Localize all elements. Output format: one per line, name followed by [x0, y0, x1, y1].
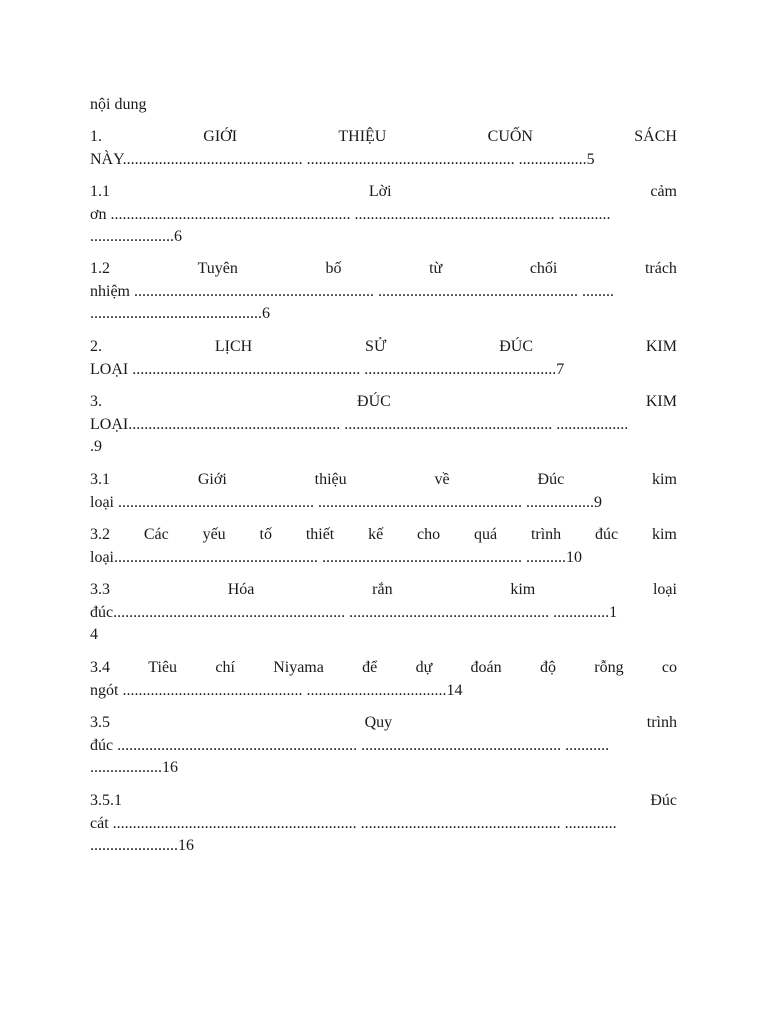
toc-word: chối	[529, 260, 558, 277]
toc-word: trình	[530, 526, 562, 543]
toc-word: thiết	[305, 526, 335, 543]
toc-word: kế	[368, 526, 384, 543]
toc-word: loại	[652, 581, 677, 598]
toc-word: trách	[644, 260, 677, 277]
toc-leader-line: NÀY............................................. .................................................... .................5	[90, 150, 595, 168]
toc-word: KIM	[645, 338, 677, 355]
toc-word: để	[362, 659, 378, 676]
toc-leader-line: ......................16	[90, 837, 194, 854]
toc-entry	[90, 181, 677, 249]
toc-leader-line: ..................16	[90, 759, 178, 776]
toc-word: rắn	[372, 581, 393, 598]
toc-word: Đúc	[650, 792, 677, 809]
toc-entry	[90, 524, 677, 569]
toc-entry	[90, 790, 677, 858]
toc-word: SÁCH	[634, 128, 677, 145]
toc-word: đoán	[470, 659, 502, 676]
toc-entry	[90, 712, 677, 780]
toc-entry-title	[90, 181, 677, 204]
toc-word: rỗng	[594, 659, 624, 676]
toc-word: Niyama	[273, 659, 324, 676]
toc-word: chí	[215, 659, 235, 676]
toc-entry	[90, 657, 677, 702]
toc-word: ĐÚC	[357, 393, 391, 410]
toc-word: 3.	[90, 393, 102, 410]
toc-word: đúc	[595, 526, 619, 543]
toc-leader-line: .9	[90, 438, 102, 455]
toc-leader-line: nhiệm ............................................................ .................................................. ........	[90, 282, 614, 300]
toc-word: dự	[415, 659, 433, 676]
toc-word: co	[661, 659, 677, 676]
toc-leader-line: ơn ............................................................ .................................................. .............	[90, 205, 611, 223]
toc-word: 2.	[90, 338, 102, 355]
toc-entry	[90, 258, 677, 326]
toc-leader-line: cát ............................................................. .................................................. .............	[90, 814, 617, 832]
toc-entry	[90, 126, 677, 171]
toc-entry-title	[90, 524, 677, 547]
toc-word: kim	[510, 581, 536, 598]
toc-entry-title	[90, 469, 677, 492]
toc-heading: nội dung	[90, 96, 147, 113]
toc-word: tố	[259, 526, 272, 543]
toc-word: yếu	[202, 526, 226, 543]
toc-entry-title	[90, 391, 677, 414]
toc-word: 3.4	[90, 659, 110, 676]
toc-entry	[90, 336, 677, 381]
toc-entry	[90, 579, 677, 647]
toc-word: độ	[539, 659, 556, 676]
toc-word: 3.3	[90, 581, 110, 598]
toc-word: 1.2	[90, 260, 110, 277]
toc-entry-title	[90, 579, 677, 602]
toc-word: thiệu	[314, 471, 347, 488]
toc-entry-title	[90, 258, 677, 281]
toc-leader-line: LOẠI ......................................................... ................................................7	[90, 360, 565, 378]
toc-entry-title	[90, 657, 677, 680]
toc-word: GIỚI	[203, 128, 238, 145]
toc-leader-line: ...........................................6	[90, 305, 270, 322]
toc-word: 3.5.1	[90, 792, 122, 809]
toc-entry-title	[90, 712, 677, 735]
toc-word: Lời	[368, 183, 392, 200]
toc-word: KIM	[645, 393, 677, 410]
toc-word: LỊCH	[214, 338, 253, 355]
toc-word: bố	[325, 260, 342, 277]
toc-word: kim	[652, 471, 677, 488]
toc-word: Giới	[197, 471, 227, 488]
toc-word: trình	[646, 714, 677, 731]
toc-word: từ	[429, 260, 443, 277]
toc-word: quá	[474, 526, 498, 543]
toc-word: SỬ	[365, 338, 387, 355]
toc-word: cho	[417, 526, 441, 543]
toc-leader-line: đúc.......................................................... .................................................. ..............1	[90, 603, 618, 621]
toc-word: 3.1	[90, 471, 110, 488]
toc-word: về	[434, 471, 450, 488]
toc-leader-line: loại ................................................. ................................................... .................9	[90, 493, 602, 511]
toc-word: Tiêu	[148, 659, 178, 676]
toc-word: Tuyên	[197, 260, 238, 277]
toc-leader-line: 4	[90, 626, 98, 643]
toc-entry	[90, 469, 677, 514]
toc-leader-line: .....................6	[90, 228, 182, 245]
toc-leader-line: ngót ............................................. ...................................14	[90, 681, 463, 699]
toc-word: Hóa	[227, 581, 255, 598]
toc-entry-title	[90, 790, 677, 813]
toc-entry	[90, 391, 677, 459]
toc-leader-line: LOẠI..................................................... .................................................... ..................	[90, 415, 629, 433]
toc-word: Các	[143, 526, 169, 543]
toc-word: ĐÚC	[499, 338, 533, 355]
toc-leader-line: loại................................................... .................................................. ..........10	[90, 548, 582, 566]
toc-entry-title	[90, 126, 677, 149]
toc-word: kim	[651, 526, 677, 543]
toc-word: cảm	[650, 183, 677, 200]
toc-word: CUỐN	[487, 128, 533, 145]
toc-word: THIỆU	[338, 128, 387, 145]
toc-leader-line: đúc ............................................................ .................................................. ...........	[90, 736, 610, 754]
toc-word: 3.2	[90, 526, 110, 543]
toc-word: 1.	[90, 128, 102, 145]
toc-word: 1.1	[90, 183, 110, 200]
toc-word: 3.5	[90, 714, 110, 731]
toc-word: Quy	[364, 714, 393, 731]
toc-entry-title	[90, 336, 677, 359]
toc-word: Đúc	[537, 471, 565, 488]
